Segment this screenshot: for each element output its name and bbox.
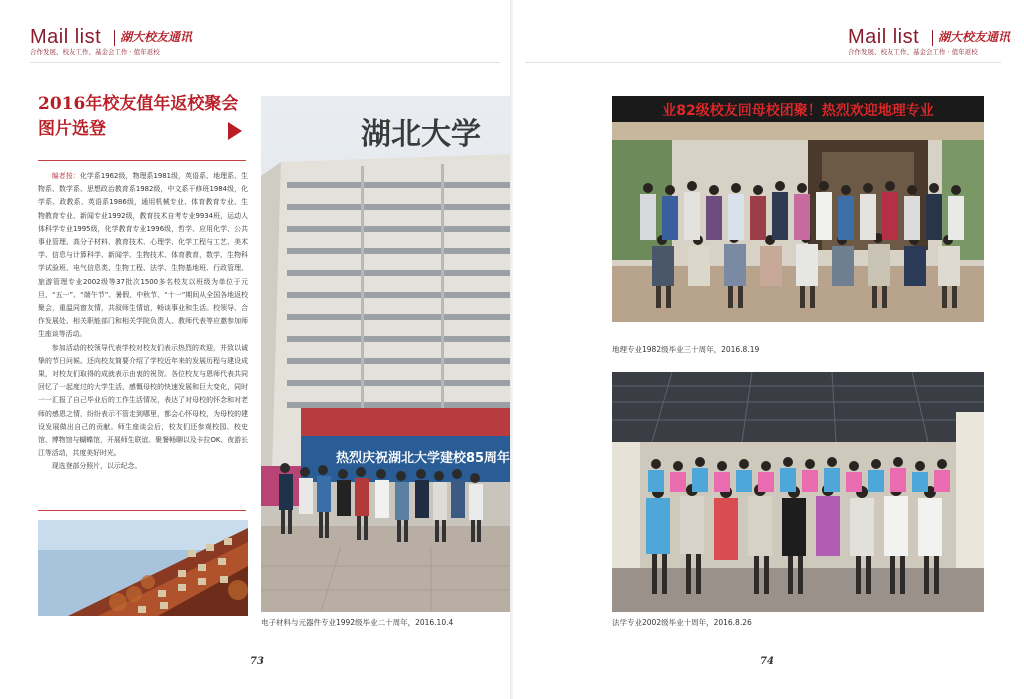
article-title-line2: 图片选登 [38,119,106,139]
geography-class-group-photo [612,96,984,322]
photo-caption: 电子材料与元器件专业1992级毕业二十周年，2016.10.4 [261,618,454,627]
photo-caption: 法学专业2002级毕业十周年，2016.8.26 [612,618,752,627]
header-divider [932,30,933,46]
article-paragraph: 现选登部分照片，以示纪念。 [51,462,142,471]
article-paragraph: 参加活动的校领导代表学校对校友们表示热烈的欢迎，并致以诚挚的节日问候。还向校友简要介绍了学校近年来的发展历程与建设成果，对校友们取得的成就表示由衷的祝贺。各位校友与恩师代表共同回忆了一起度过的大学生活，感慨母校的快速发展和巨大变化，同时一一汇报了自己毕业后的工作生活情况，表达了对母校的怀念和对老师的感恩之情，纷纷表示不管走到哪里，都会心怀母校，为母校的建设发展做出自己的贡献。师生座谈会后，校友们还参观校园、校史馆、博物馆与蝴蝶馆，开展师生联谊、聚餐畅聊以及卡拉OK、夜游长江等活动，共度美好时光。 [38,343,248,458]
header-rule [525,62,1001,63]
page-number-right: 74 [760,656,774,667]
header-brand: 湖大校友通讯 [120,30,193,44]
law-class-group-photo [612,372,984,612]
title-divider [38,160,246,161]
led-welcome-banner: 业82级校友回母校团聚！热烈欢迎地理专业 [662,103,934,119]
article-title-line1: 2016年校友值年返校聚会 [38,94,239,114]
header-mail-label: Mail list [848,26,920,48]
header-divider [114,30,115,46]
header-brand: 湖大校友通讯 [938,30,1011,44]
photo-caption: 地理专业1982级毕业三十周年，2016.8.19 [612,345,760,354]
editor-note-label: 编者按： [51,172,80,180]
article-title [38,92,248,142]
header-subtitle: 合作发展、校友工作、基金会工作 · 值年返校 [30,48,160,56]
building-sign: 湖北大学 [361,117,481,152]
body-divider [38,510,246,511]
header-subtitle: 合作发展、校友工作、基金会工作 · 值年返校 [848,48,978,56]
header-mail-label: Mail list [30,26,102,48]
page-number-left: 73 [250,656,264,667]
header-right [848,26,1018,60]
banner-85th-anniversary: 热烈庆祝湖北大学建校85周年 [335,451,511,466]
header-left [30,26,230,60]
campus-ivy-building-photo [38,520,248,616]
play-arrow-icon [228,122,242,140]
article-paragraph-text: 化学系1962级，物理系1981级，英语系、地理系、生物系、数学系、思想政治教育系1982级，中文系干修班1984级，化学系、政教系、英语系1986级，通用机械专业、体育教育专业、生物教育专业、新闻专业1992级，教育技术自考专业9934班，运动人体科学专业1995级，化学教育专业1996级，哲学、应用化学、公共事业管理、高分子材料、教育技术、心理学、化学工程与工艺、美术学、信息与计算科学、新闻学、生物技术、体育教育，数学、生物科学试验班、电气信息类、生物工程、法学、生物基地班、行政管理、旅游管理专业2002级等37批次1500多名校友以班级为单位于元旦、“五一”、“端午节”、暑假、中秋节、“十一”期间从全国各地返校聚会，重温同窗友情，共叙师生情谊，畅谈事业和生活。校领导、合作发展处、相关职能部门和相关学院负责人、教师代表等应邀参加师生座谈等活动。 [38,172,249,339]
article-body [38,170,248,474]
right-page [513,0,1024,699]
left-page [0,0,511,699]
article-paragraph [38,170,248,342]
header-rule [30,62,500,63]
